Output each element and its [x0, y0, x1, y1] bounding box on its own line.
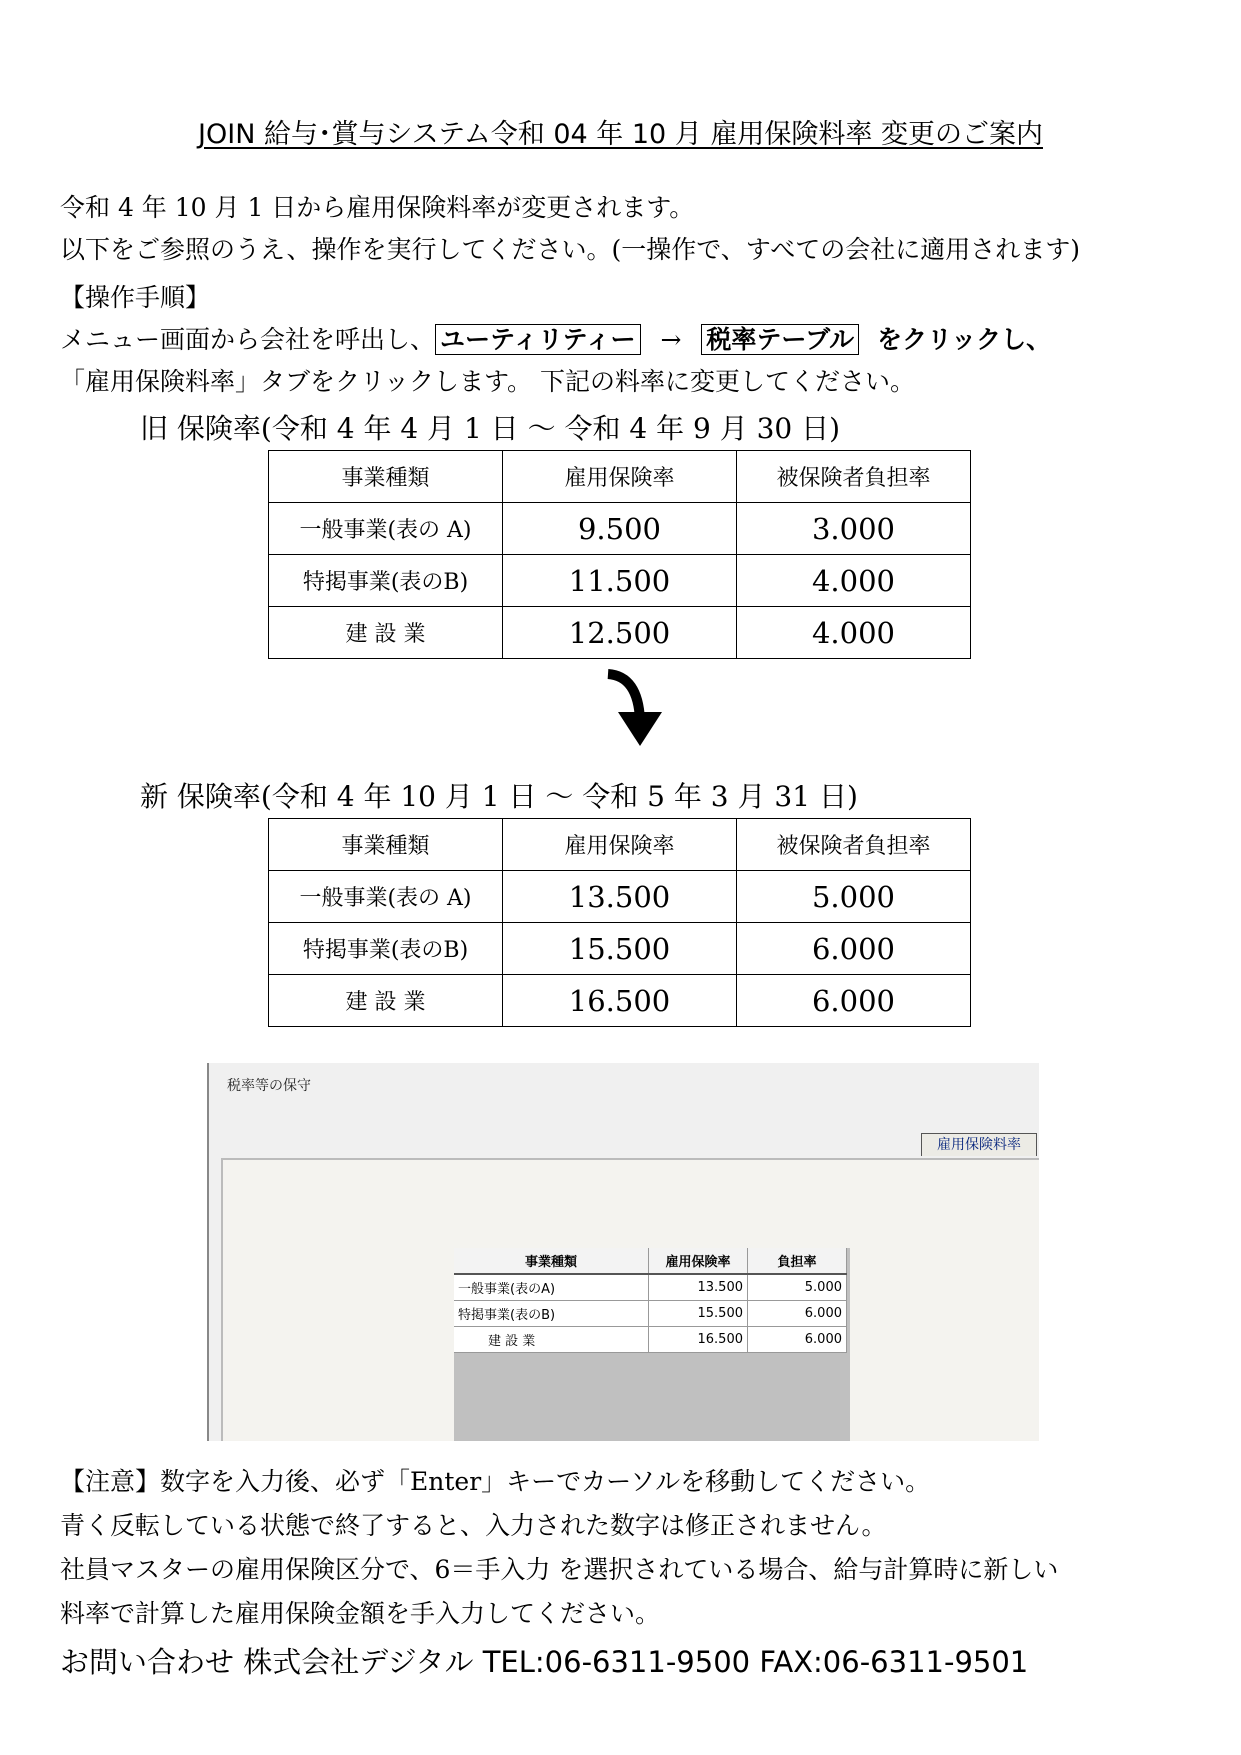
utility-menu-label: ユーティリティー [435, 324, 641, 355]
header-cell: 事業種類 [269, 451, 503, 503]
insurance-rate-cell: 9.500 [503, 503, 737, 555]
grid-type-cell: 建 設 業 [454, 1327, 649, 1353]
header-cell: 雇用保険率 [503, 451, 737, 503]
business-type-cell: 建 設 業 [269, 975, 503, 1027]
new-rates-label: 新 保険率(令和 4 年 10 月 1 日 ～ 令和 5 年 3 月 31 日) [140, 780, 858, 813]
table-row [269, 607, 971, 659]
procedure-step-1 [60, 320, 1051, 356]
curved-down-arrow-icon [600, 668, 670, 748]
insurance-rate-cell: 15.500 [503, 923, 737, 975]
grid-type-cell: 一般事業(表のA) [454, 1274, 649, 1301]
table-row [269, 503, 971, 555]
tax-table-menu-label: 税率テーブル [701, 324, 859, 355]
grid-header-row [454, 1248, 847, 1274]
grid-burden-input[interactable]: 5.000 [748, 1274, 847, 1301]
header-cell: 被保険者負担率 [737, 819, 971, 871]
insurance-rate-cell: 11.500 [503, 555, 737, 607]
burden-rate-cell: 4.000 [737, 555, 971, 607]
header-cell: 被保険者負担率 [737, 451, 971, 503]
procedure-arrow: → [660, 325, 682, 354]
burden-rate-cell: 6.000 [737, 975, 971, 1027]
grid-burden-input[interactable]: 6.000 [748, 1301, 847, 1327]
procedure-step-2: 「雇用保険料率」タブをクリックします。 下記の料率に変更してください。 [60, 367, 915, 396]
business-type-cell: 建 設 業 [269, 607, 503, 659]
procedure-heading: 【操作手順】 [60, 283, 211, 312]
grid-header-cell: 雇用保険率 [649, 1248, 748, 1274]
app-screenshot [207, 1063, 1039, 1441]
grid-rate-input[interactable]: 15.500 [649, 1301, 748, 1327]
grid-rate-input[interactable]: 13.500 [649, 1274, 748, 1301]
new-rates-table [268, 818, 971, 1027]
business-type-cell: 一般事業(表の A) [269, 871, 503, 923]
old-rates-table [268, 450, 971, 659]
contact-info: お問い合わせ 株式会社デジタル TEL:06-6311-9500 FAX:06-6311-9501 [60, 1645, 1029, 1679]
burden-rate-cell: 3.000 [737, 503, 971, 555]
procedure-step-suffix: をクリックし、 [877, 325, 1052, 354]
table-row [269, 975, 971, 1027]
burden-rate-cell: 4.000 [737, 607, 971, 659]
insurance-rate-cell: 16.500 [503, 975, 737, 1027]
grid-rate-input[interactable]: 16.500 [649, 1327, 748, 1353]
grid-header-cell: 負担率 [748, 1248, 847, 1274]
burden-rate-cell: 5.000 [737, 871, 971, 923]
grid-burden-input[interactable]: 6.000 [748, 1327, 847, 1353]
grid-header-cell: 事業種類 [454, 1248, 649, 1274]
header-cell: 雇用保険率 [503, 819, 737, 871]
grid-row[interactable] [454, 1327, 847, 1353]
table-row [269, 871, 971, 923]
note-line-3: 社員マスターの雇用保険区分で、6＝手入力 を選択されている場合、給与計算時に新しい [60, 1555, 1059, 1584]
document-title: JOIN 給与･賞与システム令和 04 年 10 月 雇用保険料率 変更のご案内 [198, 119, 1043, 150]
intro-line-1: 令和 4 年 10 月 1 日から雇用保険料率が変更されます。 [60, 193, 695, 222]
grid-type-cell: 特掲事業(表のB) [454, 1301, 649, 1327]
grid-row[interactable] [454, 1274, 847, 1301]
table-row [269, 555, 971, 607]
note-line-2: 青く反転している状態で終了すると、入力された数字は修正されません。 [60, 1511, 887, 1540]
tab-employment-insurance[interactable]: 雇用保険料率 [921, 1133, 1037, 1156]
table-row [269, 923, 971, 975]
burden-rate-cell: 6.000 [737, 923, 971, 975]
business-type-cell: 特掲事業(表のB) [269, 555, 503, 607]
table-header-row [269, 819, 971, 871]
insurance-rate-cell: 13.500 [503, 871, 737, 923]
business-type-cell: 一般事業(表の A) [269, 503, 503, 555]
old-rates-label: 旧 保険率(令和 4 年 4 月 1 日 ～ 令和 4 年 9 月 30 日) [140, 412, 841, 445]
rate-grid [454, 1248, 850, 1441]
grid-row[interactable] [454, 1301, 847, 1327]
procedure-step-prefix: メニュー画面から会社を呼出し、 [60, 325, 436, 354]
business-type-cell: 特掲事業(表のB) [269, 923, 503, 975]
note-line-4: 料率で計算した雇用保険金額を手入力してください。 [60, 1599, 661, 1628]
note-line-1: 【注意】数字を入力後、必ず「Enter」キーでカーソルを移動してください。 [60, 1467, 931, 1496]
insurance-rate-cell: 12.500 [503, 607, 737, 659]
intro-line-2: 以下をご参照のうえ、操作を実行してください。(一操作で、すべての会社に適用されます) [60, 235, 1081, 264]
table-header-row [269, 451, 971, 503]
window-title: 税率等の保守 [227, 1078, 311, 1094]
header-cell: 事業種類 [269, 819, 503, 871]
